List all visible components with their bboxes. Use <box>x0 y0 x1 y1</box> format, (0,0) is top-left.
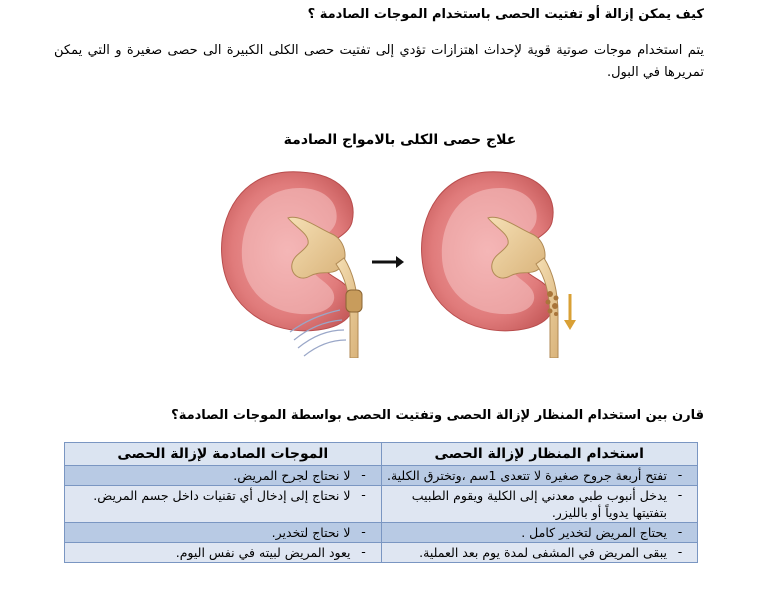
right-arrow-icon <box>372 256 404 268</box>
endoscope-cell: يبقى المريض في المشفى لمدة يوم بعد العملية. <box>419 545 667 560</box>
question-2-heading: قارن بين استخدام المنظار لإزالة الحصى وتفتيت الحصى بواسطة الموجات الصادمة؟ <box>171 408 704 423</box>
bullet: - <box>677 487 683 502</box>
table-row <box>65 523 698 543</box>
kidney-right <box>422 172 576 358</box>
bullet: - <box>361 544 366 559</box>
bullet: - <box>361 467 366 482</box>
question-1-heading: كيف يمكن إزالة أو تفتيت الحصى باستخدام الموجات الصادمة ؟ <box>307 7 704 22</box>
endoscope-cell: يحتاج المريض لتخدير كامل . <box>521 525 667 540</box>
bullet: - <box>361 524 366 539</box>
shockwave-cell: لا نحتاج إلى إدخال أي تقنيات داخل جسم المريض. <box>93 488 351 503</box>
answer-1-paragraph: يتم استخدام موجات صوتية قوية لإحداث اهتزازات تؤدي إلى تفتيت حصى الكلى الكبيرة الى حصى صغيرة و التي يمكن تمريرها في البول. <box>54 43 704 80</box>
kidney-stone-illustration <box>200 118 600 358</box>
table-row <box>65 486 698 523</box>
down-arrow-icon <box>564 294 576 330</box>
bullet: - <box>361 487 366 502</box>
kidney-left <box>222 172 362 358</box>
table-row <box>65 543 698 563</box>
shockwave-cell: لا نحتاج لجرح المريض. <box>233 468 351 483</box>
figure-title: علاج حصى الكلى بالامواج الصادمة <box>283 132 517 148</box>
table-row <box>65 466 698 486</box>
header-endoscope: استخدام المنظار لإزالة الحصى <box>381 443 698 466</box>
kidney-diagram <box>200 118 600 358</box>
bullet: - <box>677 544 683 559</box>
shockwave-cell: يعود المريض لبيته في نفس اليوم. <box>175 545 351 560</box>
shockwave-cell: لا نحتاج لتخدير. <box>271 525 351 540</box>
comparison-table <box>64 442 698 563</box>
bullet: - <box>677 524 683 539</box>
bullet: - <box>677 467 683 482</box>
endoscope-cell: يدخل أنبوب طبي معدني إلى الكلية ويقوم الطبيب بتفتيتها يدوياً أو بالليزر. <box>411 488 667 520</box>
endoscope-cell: تفتح أربعة جروح صغيرة لا تتعدى 1سم ،وتخترق الكلية. <box>386 468 667 483</box>
header-shockwave: الموجات الصادمة لإزالة الحصى <box>65 443 382 466</box>
